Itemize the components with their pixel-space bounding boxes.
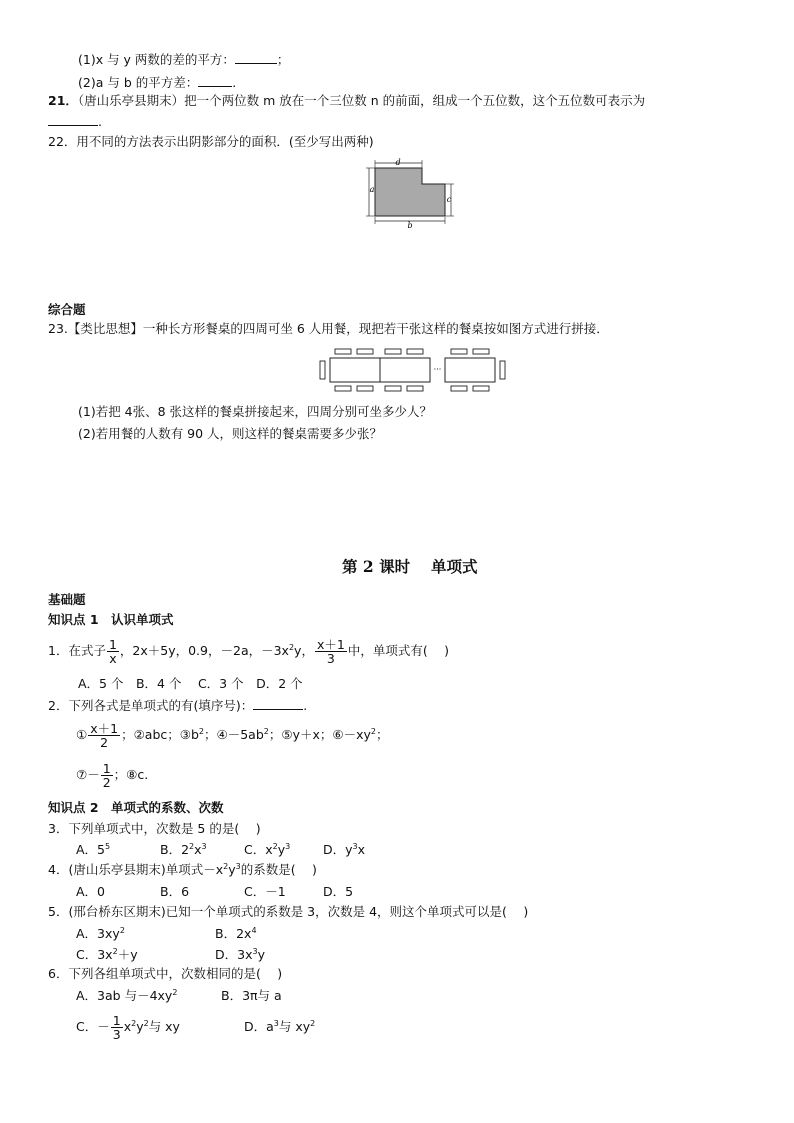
exponent: 3 bbox=[285, 841, 291, 851]
exponent: 2 bbox=[198, 726, 204, 736]
question-3: 3．下列单项式中，次数是 5 的是( ) bbox=[48, 821, 261, 836]
chair bbox=[451, 386, 467, 391]
q4-text: 的系数是( ) bbox=[240, 862, 317, 877]
exponent: 2 bbox=[143, 1018, 149, 1028]
q2-expr-text: ；④－5ab bbox=[204, 727, 264, 742]
fraction-denominator: 2 bbox=[102, 775, 111, 790]
table-arrangement-figure bbox=[315, 345, 507, 393]
fraction-numerator: x＋1 bbox=[90, 721, 119, 736]
label-c: c bbox=[446, 195, 452, 204]
fraction bbox=[88, 722, 120, 749]
q1-options: A．5 个 B．4 个 C．3 个 D．2 个 bbox=[78, 676, 303, 691]
exponent: 2 bbox=[263, 726, 269, 736]
q4-text: 4．(唐山乐亭县期末)单项式－x bbox=[48, 862, 224, 877]
option-text: y bbox=[136, 1019, 144, 1034]
option-text: C．－ bbox=[76, 1019, 110, 1034]
chair bbox=[320, 361, 325, 379]
exponent: 3 bbox=[201, 841, 207, 851]
option-text: A．5 bbox=[76, 842, 106, 857]
chair bbox=[500, 361, 505, 379]
question-5: 5．(邢台桥东区期末)已知一个单项式的系数是 3，次数是 4，则这个单项式可以是( ) bbox=[48, 904, 529, 919]
question-23: 23.【类比思想】一种长方形餐桌的四周可坐 6 人用餐，现把若干张这样的餐桌按如图方式进行拼接． bbox=[48, 321, 609, 336]
q23-sub-2: (2)若用餐的人数有 90 人，则这样的餐桌需要多少张？ bbox=[78, 426, 383, 441]
fraction-denominator: 2 bbox=[100, 735, 109, 750]
chair bbox=[385, 386, 401, 391]
q1-lead: 1．在式子 bbox=[48, 643, 106, 658]
q2-expr-text: ⑦－ bbox=[76, 767, 100, 782]
question-6: 6．下列各组单项式中，次数相同的是( ) bbox=[48, 966, 283, 981]
question-1 bbox=[48, 636, 449, 666]
q3-option-a bbox=[76, 842, 110, 858]
answer-blank[interactable] bbox=[48, 113, 98, 126]
q2-expressions-line-1 bbox=[76, 720, 388, 750]
option-text: D．3x bbox=[215, 947, 253, 962]
fraction-denominator: 3 bbox=[112, 1027, 121, 1042]
label-a: a bbox=[369, 185, 375, 194]
q4-option-b: B．6 bbox=[160, 884, 190, 899]
exponent: 5 bbox=[105, 841, 111, 851]
option-text: D．a bbox=[244, 1019, 274, 1034]
q20-item-2 bbox=[78, 74, 236, 91]
q2-end: . bbox=[303, 698, 308, 713]
circled-number: ① bbox=[76, 727, 88, 742]
option-text: x bbox=[357, 842, 366, 857]
label-d: d bbox=[395, 158, 401, 167]
question-2 bbox=[48, 697, 307, 714]
chair bbox=[335, 386, 351, 391]
q6-option-c bbox=[76, 1012, 180, 1042]
option-text: 与 xy bbox=[148, 1019, 180, 1034]
chair bbox=[335, 349, 351, 354]
q6-option-b: B．3π与 a bbox=[221, 988, 282, 1003]
table-n bbox=[445, 358, 495, 382]
option-text: C．3x bbox=[76, 947, 113, 962]
fraction bbox=[107, 638, 119, 665]
fraction-denominator: x bbox=[109, 651, 117, 666]
exponent: 2 bbox=[131, 1018, 137, 1028]
section-heading-comprehensive: 综合题 bbox=[48, 302, 86, 317]
exponent: 2 bbox=[370, 726, 376, 736]
chair bbox=[357, 349, 373, 354]
exponent: 3 bbox=[252, 946, 258, 956]
knowledge-point-2: 知识点 2 单项式的系数、次数 bbox=[48, 800, 224, 815]
exponent: 2 bbox=[310, 1018, 316, 1028]
exponent: 3 bbox=[235, 861, 241, 871]
option-text: B．2 bbox=[160, 842, 190, 857]
exponent: 2 bbox=[272, 841, 278, 851]
chair bbox=[385, 349, 401, 354]
fraction bbox=[315, 638, 347, 665]
option-text: C．x bbox=[244, 842, 273, 857]
option-text: B．2x bbox=[215, 926, 252, 941]
q3-option-d bbox=[323, 842, 365, 858]
fraction bbox=[101, 762, 113, 789]
q2-lead: 2．下列各式是单项式的有(填序号)： bbox=[48, 698, 254, 713]
chair bbox=[451, 349, 467, 354]
q21-end: . bbox=[98, 114, 102, 129]
knowledge-point-1: 知识点 1 认识单项式 bbox=[48, 612, 174, 627]
fraction-denominator: 3 bbox=[326, 651, 335, 666]
q1-tail: 中，单项式有( ) bbox=[347, 643, 450, 658]
option-text: 与 xy bbox=[278, 1019, 311, 1034]
q2-expr-text: ； bbox=[375, 727, 389, 742]
option-text: A．3ab 与－4xy bbox=[76, 988, 173, 1003]
q20-item-2-text: (2)a 与 b 的平方差： bbox=[78, 75, 199, 90]
q6-option-a bbox=[76, 988, 177, 1004]
q3-option-c bbox=[244, 842, 290, 858]
q5-option-b bbox=[215, 926, 257, 942]
exponent: 3 bbox=[273, 1018, 279, 1028]
lesson-title: 第 2 课时 单项式 bbox=[342, 557, 478, 576]
exponent: 2 bbox=[189, 841, 195, 851]
q4-option-d: D．5 bbox=[323, 884, 354, 899]
chair bbox=[407, 386, 423, 391]
q4-option-a: A．0 bbox=[76, 884, 106, 899]
question-22: 22．用不同的方法表示出阴影部分的面积．(至少写出两种) bbox=[48, 134, 374, 149]
q2-expr-text: ；⑤y＋x；⑥－xy bbox=[268, 727, 371, 742]
q5-option-c bbox=[76, 947, 138, 963]
option-text: D．y bbox=[323, 842, 353, 857]
q2-expr-text: ；②abc；③b bbox=[121, 727, 199, 742]
fraction-numerator: x＋1 bbox=[316, 637, 345, 652]
q4-option-c: C．－1 bbox=[244, 884, 286, 899]
exponent: 2 bbox=[119, 925, 125, 935]
fraction-numerator: 1 bbox=[112, 1013, 121, 1028]
q21-number: 21． bbox=[48, 93, 78, 108]
fraction bbox=[111, 1014, 123, 1041]
q4-text: y bbox=[228, 862, 236, 877]
question-4 bbox=[48, 862, 317, 878]
fraction-numerator: 1 bbox=[102, 761, 111, 776]
shaded-region bbox=[375, 168, 445, 216]
section-heading-basic: 基础题 bbox=[48, 592, 86, 607]
answer-blank[interactable] bbox=[198, 74, 232, 87]
q20-item-1-suffix: ； bbox=[276, 52, 290, 67]
q20-item-1 bbox=[78, 51, 289, 68]
shaded-area-figure bbox=[360, 158, 460, 230]
exponent: 3 bbox=[352, 841, 358, 851]
q1-middle: ，2x＋5y，0.9，－2a，－3x bbox=[119, 643, 289, 658]
exponent: 2 bbox=[288, 642, 295, 652]
exponent: 2 bbox=[223, 861, 229, 871]
q6-option-d bbox=[244, 1019, 315, 1035]
q23-sub-1: (1)若把 4张、8 张这样的餐桌拼接起来，四周分别可坐多少人？ bbox=[78, 404, 433, 419]
option-text: x bbox=[194, 842, 202, 857]
exponent: 2 bbox=[172, 987, 178, 997]
chair bbox=[473, 386, 489, 391]
ellipsis: ··· bbox=[433, 365, 442, 374]
chair bbox=[357, 386, 373, 391]
table-1 bbox=[330, 358, 380, 382]
q20-item-2-suffix: . bbox=[232, 75, 237, 90]
option-text: y bbox=[257, 947, 265, 962]
q5-option-d bbox=[215, 947, 265, 963]
answer-blank[interactable] bbox=[235, 51, 277, 64]
q2-expressions-line-2 bbox=[76, 760, 148, 790]
exponent: 2 bbox=[112, 946, 118, 956]
option-text: x bbox=[123, 1019, 132, 1034]
option-text: ＋y bbox=[117, 947, 138, 962]
table-2 bbox=[380, 358, 430, 382]
q21-text: （唐山乐亭县期末）把一个两位数 m 放在一个三位数 n 的前面，组成一个五位数，这个五位数可表示为 bbox=[77, 93, 646, 108]
q2-expr-text: ；⑧c. bbox=[113, 767, 149, 782]
q21-answer-line bbox=[48, 113, 102, 130]
option-text: A．3xy bbox=[76, 926, 120, 941]
label-b: b bbox=[407, 221, 413, 230]
q20-item-1-text: (1)x 与 y 两数的差的平方： bbox=[78, 52, 235, 67]
option-text: y bbox=[277, 842, 286, 857]
exponent: 4 bbox=[251, 925, 257, 935]
question-21 bbox=[48, 93, 645, 109]
q5-option-a bbox=[76, 926, 125, 942]
q1-middle-2: y， bbox=[294, 643, 314, 658]
fraction-numerator: 1 bbox=[108, 637, 117, 652]
answer-blank[interactable] bbox=[253, 697, 303, 710]
q3-option-b bbox=[160, 842, 207, 858]
chair bbox=[473, 349, 489, 354]
chair bbox=[407, 349, 423, 354]
